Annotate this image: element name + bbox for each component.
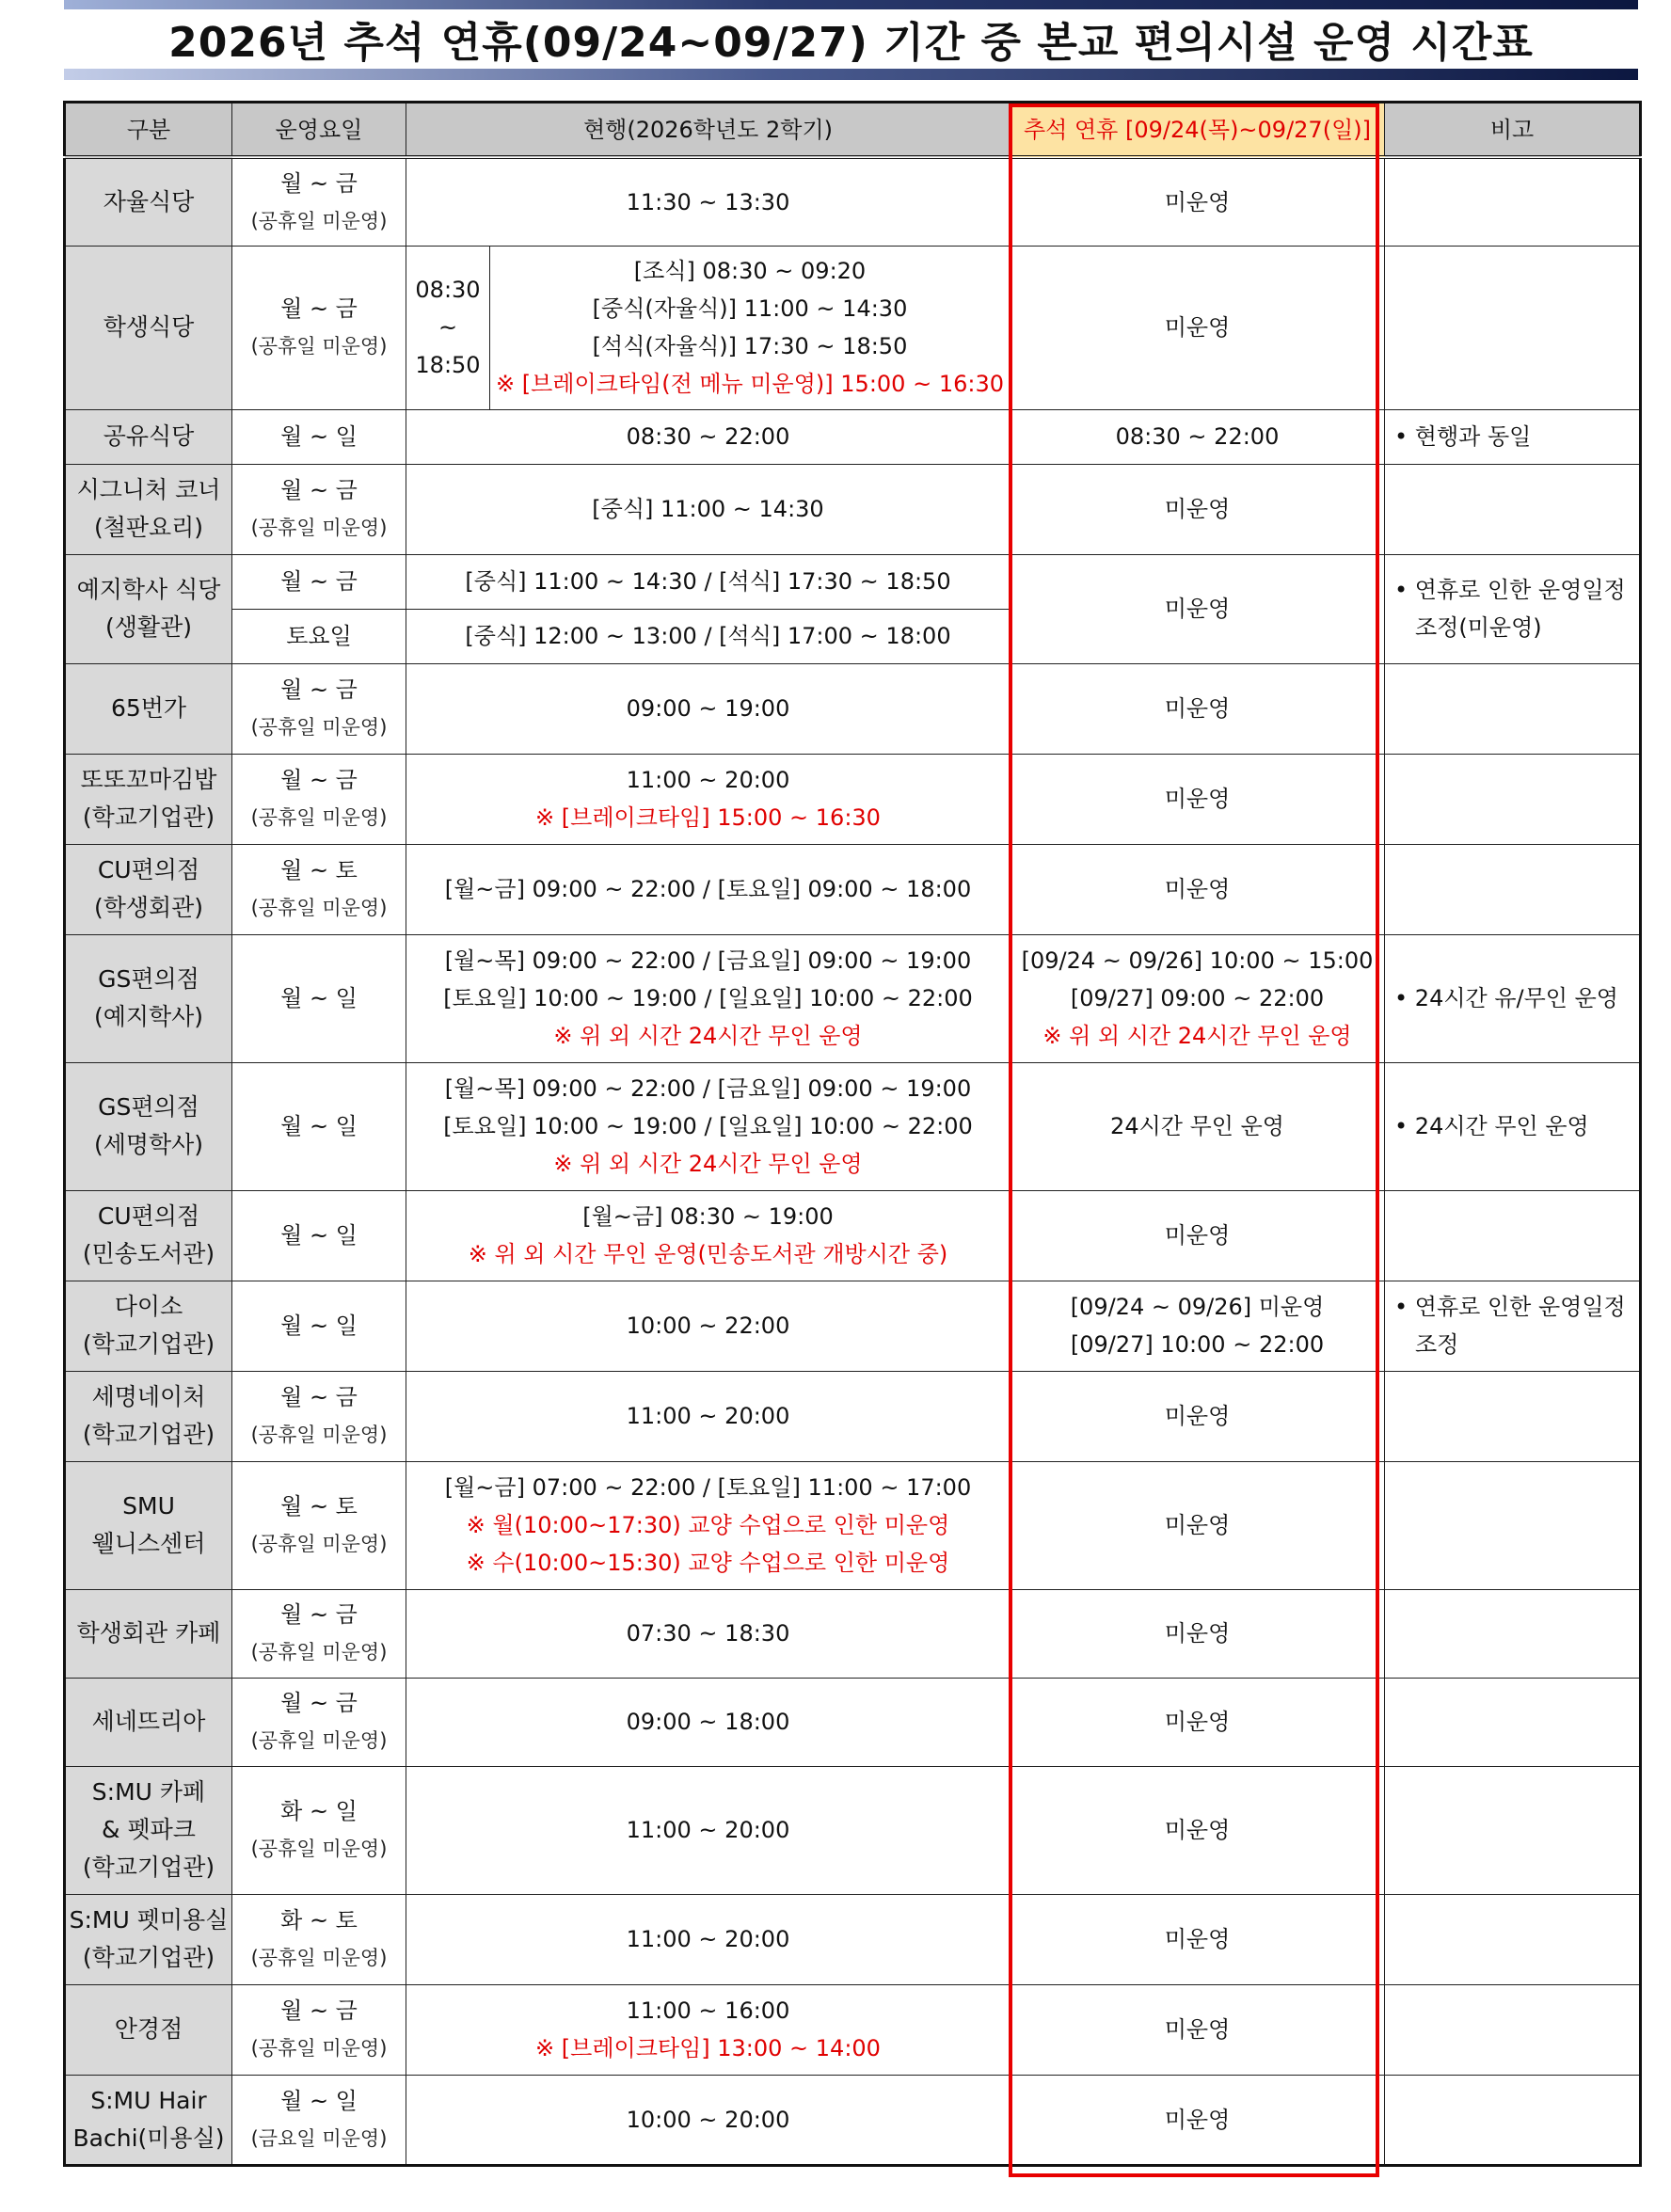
days-text: 월 ~ 금 <box>280 767 358 793</box>
table-row <box>65 1281 1641 1371</box>
note <box>1385 1766 1641 1894</box>
current-hours <box>406 1766 1011 1894</box>
days-text: 월 ~ 일 <box>280 2087 358 2114</box>
header-row <box>65 103 1641 158</box>
days-text: 월 ~ 일 <box>280 1313 358 1339</box>
text-line: S:MU 카페 <box>91 1778 206 1806</box>
days-subtext: (공휴일 미운영) <box>250 335 388 358</box>
holiday-hours <box>1011 844 1385 934</box>
days-text: 토요일 <box>286 623 352 649</box>
text-line: (철판요리) <box>93 514 204 541</box>
text-line: [월~목] 09:00 ~ 22:00 / [금요일] 09:00 ~ 19:00 <box>444 1075 972 1102</box>
operating-days <box>232 1062 406 1190</box>
text-line: 65번가 <box>110 694 187 722</box>
text-line: 10:00 ~ 22:00 <box>626 1313 790 1339</box>
text-line: (학생회관) <box>93 894 204 921</box>
current-hours <box>406 1589 1011 1678</box>
note <box>1385 246 1641 409</box>
days-subtext: (공휴일 미운영) <box>250 1424 388 1446</box>
holiday-hours <box>1011 157 1385 246</box>
text-line: (학교기업관) <box>82 1421 215 1448</box>
page-title: 2026년 추석 연휴(09/24~09/27) 기간 중 본교 편의시설 운영 시간표 <box>168 19 1534 67</box>
facility-name <box>65 409 232 464</box>
warning-line: ※ [브레이크타임] 13:00 ~ 14:00 <box>535 2035 881 2061</box>
current-hours <box>406 1062 1011 1190</box>
text-line: [월~금] 07:00 ~ 22:00 / [토요일] 11:00 ~ 17:00 <box>444 1474 972 1501</box>
text-line: 미운영 <box>1164 786 1231 812</box>
note-line: 조정(미운영) <box>1415 614 1542 641</box>
text-line: 자율식당 <box>103 187 195 215</box>
text-line: 미운영 <box>1164 2016 1231 2043</box>
text-line: 08:30 ~ 22:00 <box>1115 423 1280 450</box>
current-hours <box>406 1984 1011 2075</box>
operating-days <box>232 246 406 409</box>
text-line: [중식(자율식)] 11:00 ~ 14:30 <box>592 295 908 322</box>
current-hours <box>490 246 1011 409</box>
text-line: ~ <box>438 314 458 341</box>
text-line: Bachi(미용실) <box>72 2124 225 2152</box>
current-hours <box>406 554 1011 609</box>
current-hours <box>406 754 1011 844</box>
text-line: 미운영 <box>1164 496 1231 522</box>
days-text: 월 ~ 일 <box>280 985 358 1011</box>
table-row <box>65 1984 1641 2075</box>
days-text: 월 ~ 토 <box>280 1493 358 1520</box>
days-text: 월 ~ 금 <box>280 1384 358 1410</box>
note <box>1385 1190 1641 1281</box>
text-line: [09/24 ~ 09/26] 미운영 <box>1070 1294 1325 1320</box>
operating-days <box>232 934 406 1062</box>
operating-days <box>232 1589 406 1678</box>
operating-days <box>232 409 406 464</box>
text-line: & 펫파크 <box>102 1816 196 1843</box>
note <box>1385 157 1641 246</box>
table-row <box>65 246 1641 409</box>
text-line: 학생식당 <box>103 313 195 341</box>
holiday-hours <box>1011 1894 1385 1984</box>
note <box>1385 663 1641 754</box>
schedule-table-wrap <box>63 101 1639 2167</box>
operating-days <box>232 1190 406 1281</box>
text-line: (세명학사) <box>93 1131 204 1158</box>
note-line: 조정 <box>1415 1331 1459 1358</box>
holiday-hours <box>1011 554 1385 663</box>
text-line: (학교기업관) <box>82 1944 215 1971</box>
warning-line: ※ 위 외 시간 24시간 무인 운영 <box>553 1023 863 1049</box>
text-line: (생활관) <box>105 613 192 641</box>
note <box>1385 1894 1641 1984</box>
text-line: GS편의점 <box>98 965 199 993</box>
days-text: 월 ~ 일 <box>280 423 358 450</box>
facility-name <box>65 464 232 554</box>
text-line: S:MU Hair <box>90 2086 207 2114</box>
holiday-hours <box>1011 754 1385 844</box>
operating-days <box>232 1766 406 1894</box>
table-row <box>65 1062 1641 1190</box>
note <box>1385 1984 1641 2075</box>
note <box>1385 1062 1641 1190</box>
facility-name <box>65 754 232 844</box>
note <box>1385 754 1641 844</box>
text-line: 안경점 <box>114 2015 183 2043</box>
text-line: [09/27] 10:00 ~ 22:00 <box>1070 1331 1325 1358</box>
facility-name <box>65 2075 232 2165</box>
current-hours <box>406 1281 1011 1371</box>
days-subtext: (금요일 미운영) <box>250 2126 388 2150</box>
text-line: 세네뜨리아 <box>91 1708 206 1735</box>
days-text: 월 ~ 금 <box>280 477 358 503</box>
text-line: 09:00 ~ 19:00 <box>626 695 790 722</box>
table-row <box>65 464 1641 554</box>
warning-line: ※ 수(10:00~15:30) 교양 수업으로 인한 미운영 <box>466 1550 950 1576</box>
text-line: 07:30 ~ 18:30 <box>626 1620 790 1647</box>
days-subtext: (공휴일 미운영) <box>250 2037 388 2060</box>
current-hours <box>406 1371 1011 1461</box>
text-line: S:MU 펫미용실 <box>69 1906 229 1934</box>
days-text: 월 ~ 금 <box>280 295 358 322</box>
note-line: • 24시간 무인 운영 <box>1394 1107 1639 1145</box>
table-row <box>65 1190 1641 1281</box>
holiday-hours <box>1011 246 1385 409</box>
text-line: 시그니처 코너 <box>76 476 221 503</box>
text-line: 다이소 <box>114 1293 183 1320</box>
text-line: 08:30 ~ 22:00 <box>626 423 790 450</box>
text-line: (학교기업관) <box>82 1330 215 1358</box>
holiday-hours <box>1011 1766 1385 1894</box>
note <box>1385 1678 1641 1766</box>
text-line: (민송도서관) <box>82 1240 215 1267</box>
operating-days <box>232 1461 406 1589</box>
text-line: [월~목] 09:00 ~ 22:00 / [금요일] 09:00 ~ 19:00 <box>444 947 972 974</box>
text-line: 세명네이처 <box>91 1383 206 1410</box>
days-subtext: (공휴일 미운영) <box>250 1533 388 1555</box>
operating-days <box>232 157 406 246</box>
table-row <box>65 409 1641 464</box>
text-line: [토요일] 10:00 ~ 19:00 / [일요일] 10:00 ~ 22:00 <box>443 1113 973 1139</box>
days-text: 월 ~ 금 <box>280 1601 358 1628</box>
holiday-hours <box>1011 1461 1385 1589</box>
facility-name <box>65 1281 232 1371</box>
current-hours <box>406 464 1011 554</box>
days-text: 화 ~ 일 <box>280 1798 358 1824</box>
text-line: 미운영 <box>1164 695 1231 722</box>
text-line: 미운영 <box>1164 1403 1231 1429</box>
table-row <box>65 1589 1641 1678</box>
note <box>1385 554 1641 663</box>
note <box>1385 844 1641 934</box>
holiday-hours <box>1011 1589 1385 1678</box>
days-subtext: (공휴일 미운영) <box>250 1641 388 1663</box>
header-note: 비고 <box>1385 103 1641 158</box>
text-line: 미운영 <box>1164 1926 1231 1952</box>
table-row <box>65 1766 1641 1894</box>
text-line: (예지학사) <box>93 1003 204 1030</box>
text-line: 18:50 <box>415 352 481 378</box>
text-line: 미운영 <box>1164 1222 1231 1249</box>
text-line: [월~금] 08:30 ~ 19:00 <box>582 1203 834 1230</box>
note-line: • 24시간 유/무인 운영 <box>1394 979 1639 1017</box>
text-line: CU편의점 <box>97 1202 200 1230</box>
text-line: 학생회관 카페 <box>76 1619 221 1647</box>
holiday-hours <box>1011 409 1385 464</box>
facility-name <box>65 1190 232 1281</box>
note <box>1385 1461 1641 1589</box>
table-row <box>65 663 1641 754</box>
text-line: (학교기업관) <box>82 1854 215 1881</box>
table-row <box>65 554 1641 609</box>
text-line: 웰니스센터 <box>91 1530 206 1557</box>
holiday-hours <box>1011 1281 1385 1371</box>
operating-days <box>232 844 406 934</box>
days-subtext: (공휴일 미운영) <box>250 517 388 539</box>
days-text: 월 ~ 일 <box>280 1222 358 1249</box>
facility-name <box>65 1371 232 1461</box>
schedule-table <box>63 101 1642 2167</box>
note <box>1385 1589 1641 1678</box>
note <box>1385 1371 1641 1461</box>
holiday-hours <box>1011 663 1385 754</box>
table-body <box>65 157 1641 2165</box>
operating-days <box>232 1894 406 1984</box>
text-line: 11:00 ~ 20:00 <box>626 1926 790 1952</box>
days-text: 화 ~ 토 <box>280 1907 358 1934</box>
table-row <box>65 754 1641 844</box>
text-line: SMU <box>122 1492 175 1520</box>
warning-line: ※ 위 외 시간 24시간 무인 운영 <box>1042 1023 1352 1049</box>
warning-line: ※ 위 외 시간 24시간 무인 운영 <box>553 1151 863 1177</box>
days-text: 월 ~ 금 <box>280 676 358 703</box>
current-hours <box>406 409 1011 464</box>
operating-days <box>232 663 406 754</box>
table-row <box>65 1461 1641 1589</box>
operating-days <box>232 1281 406 1371</box>
operating-days <box>232 609 406 663</box>
days-subtext: (공휴일 미운영) <box>250 897 388 919</box>
facility-name <box>65 1766 232 1894</box>
operating-days <box>232 754 406 844</box>
table-row <box>65 2075 1641 2165</box>
facility-name <box>65 157 232 246</box>
text-line: 또또꼬마김밥 <box>80 766 217 793</box>
facility-name <box>65 1589 232 1678</box>
note-line: • 현행과 동일 <box>1394 418 1639 455</box>
facility-name <box>65 844 232 934</box>
holiday-hours <box>1011 934 1385 1062</box>
facility-name <box>65 934 232 1062</box>
current-hours <box>406 1461 1011 1589</box>
days-text: 월 ~ 일 <box>280 1113 358 1139</box>
table-row <box>65 844 1641 934</box>
note-line: • 연휴로 인한 운영일정 <box>1394 571 1639 609</box>
current-hours <box>406 1678 1011 1766</box>
current-hours <box>406 1894 1011 1984</box>
days-text: 월 ~ 금 <box>280 169 358 197</box>
text-line: 미운영 <box>1164 596 1231 622</box>
note <box>1385 1281 1641 1371</box>
facility-name <box>65 554 232 663</box>
holiday-hours <box>1011 464 1385 554</box>
text-line: [중식] 12:00 ~ 13:00 / [석식] 17:00 ~ 18:00 <box>465 623 951 649</box>
table-row <box>65 157 1641 246</box>
holiday-hours <box>1011 1190 1385 1281</box>
text-line: (학교기업관) <box>82 804 215 831</box>
days-subtext: (공휴일 미운영) <box>250 716 388 739</box>
text-line: [09/24 ~ 09/26] 10:00 ~ 15:00 <box>1021 947 1374 974</box>
operating-days <box>232 464 406 554</box>
text-line: 미운영 <box>1164 1709 1231 1735</box>
current-hours <box>406 609 1011 663</box>
days-text: 월 ~ 금 <box>280 1690 358 1716</box>
current-hours <box>406 934 1011 1062</box>
facility-name <box>65 1062 232 1190</box>
text-line: 미운영 <box>1164 1620 1231 1647</box>
text-line: 미운영 <box>1164 876 1231 902</box>
operating-days <box>232 1371 406 1461</box>
warning-line: ※ [브레이크타임(전 메뉴 미운영)] 15:00 ~ 16:30 <box>496 371 1004 397</box>
note <box>1385 409 1641 464</box>
current-hours <box>406 157 1011 246</box>
text-line: 미운영 <box>1164 1817 1231 1843</box>
text-line: 11:00 ~ 20:00 <box>626 767 790 793</box>
current-hours <box>406 1190 1011 1281</box>
text-line: [토요일] 10:00 ~ 19:00 / [일요일] 10:00 ~ 22:00 <box>443 985 973 1011</box>
current-hours <box>406 844 1011 934</box>
holiday-hours <box>1011 1062 1385 1190</box>
facility-name <box>65 1678 232 1766</box>
warning-line: ※ [브레이크타임] 15:00 ~ 16:30 <box>535 804 881 831</box>
text-line: 09:00 ~ 18:00 <box>626 1709 790 1735</box>
days-subtext: (공휴일 미운영) <box>250 1947 388 1969</box>
text-line: [중식] 11:00 ~ 14:30 / [석식] 17:30 ~ 18:50 <box>465 568 951 595</box>
days-subtext: (공휴일 미운영) <box>250 806 388 829</box>
holiday-hours <box>1011 1371 1385 1461</box>
text-line: 공유식당 <box>103 422 195 450</box>
days-subtext: (공휴일 미운영) <box>250 1838 388 1860</box>
header-holiday: 추석 연휴 [09/24(목)~09/27(일)] <box>1011 103 1385 158</box>
title-bottom-bar <box>64 69 1638 80</box>
text-line: 11:00 ~ 20:00 <box>626 1403 790 1429</box>
days-text: 월 ~ 금 <box>280 568 358 595</box>
text-line: GS편의점 <box>98 1093 199 1121</box>
operating-days <box>232 1984 406 2075</box>
header-days: 운영요일 <box>232 103 406 158</box>
operating-days <box>232 1678 406 1766</box>
days-text: 월 ~ 금 <box>280 1997 358 2024</box>
header-current: 현행(2026학년도 2학기) <box>406 103 1011 158</box>
text-line: [조식] 08:30 ~ 09:20 <box>633 258 867 284</box>
text-line: CU편의점 <box>97 856 200 883</box>
facility-name <box>65 246 232 409</box>
current-hours <box>406 2075 1011 2165</box>
note <box>1385 2075 1641 2165</box>
text-line: 11:30 ~ 13:30 <box>626 188 790 215</box>
text-line: 11:00 ~ 16:00 <box>626 1997 790 2024</box>
days-subtext: (공휴일 미운영) <box>250 209 388 232</box>
text-line: [09/27] 09:00 ~ 22:00 <box>1070 985 1325 1011</box>
text-line: 예지학사 식당 <box>76 576 221 603</box>
days-subtext: (공휴일 미운영) <box>250 1729 388 1752</box>
operating-days <box>232 554 406 609</box>
table-row <box>65 934 1641 1062</box>
text-line: 08:30 <box>415 277 481 303</box>
note-line: • 연휴로 인한 운영일정 <box>1394 1288 1639 1326</box>
text-line: 미운영 <box>1164 2106 1231 2133</box>
days-text: 월 ~ 토 <box>280 857 358 883</box>
header-category: 구분 <box>65 103 232 158</box>
facility-name <box>65 1984 232 2075</box>
holiday-hours <box>1011 1984 1385 2075</box>
table-row <box>65 1678 1641 1766</box>
facility-name <box>65 1894 232 1984</box>
holiday-hours <box>1011 1678 1385 1766</box>
operating-days <box>232 2075 406 2165</box>
table-row <box>65 1371 1641 1461</box>
facility-name <box>65 1461 232 1589</box>
facility-name <box>65 663 232 754</box>
warning-line: ※ 위 외 시간 무인 운영(민송도서관 개방시간 중) <box>468 1241 948 1267</box>
text-line: 미운영 <box>1164 314 1231 341</box>
note <box>1385 934 1641 1062</box>
text-line: 미운영 <box>1164 188 1231 215</box>
table-row <box>65 1894 1641 1984</box>
text-line: [월~금] 09:00 ~ 22:00 / [토요일] 09:00 ~ 18:00 <box>444 876 972 902</box>
current-hours-range <box>406 246 490 409</box>
note <box>1385 464 1641 554</box>
text-line: 24시간 무인 운영 <box>1110 1113 1284 1139</box>
holiday-hours <box>1011 2075 1385 2165</box>
text-line: 11:00 ~ 20:00 <box>626 1817 790 1843</box>
warning-line: ※ 월(10:00~17:30) 교양 수업으로 인한 미운영 <box>466 1512 950 1538</box>
text-line: [중식] 11:00 ~ 14:30 <box>592 496 824 522</box>
text-line: 10:00 ~ 20:00 <box>626 2106 790 2133</box>
current-hours <box>406 663 1011 754</box>
text-line: 미운영 <box>1164 1512 1231 1538</box>
text-line: [석식(자율식)] 17:30 ~ 18:50 <box>592 333 908 359</box>
